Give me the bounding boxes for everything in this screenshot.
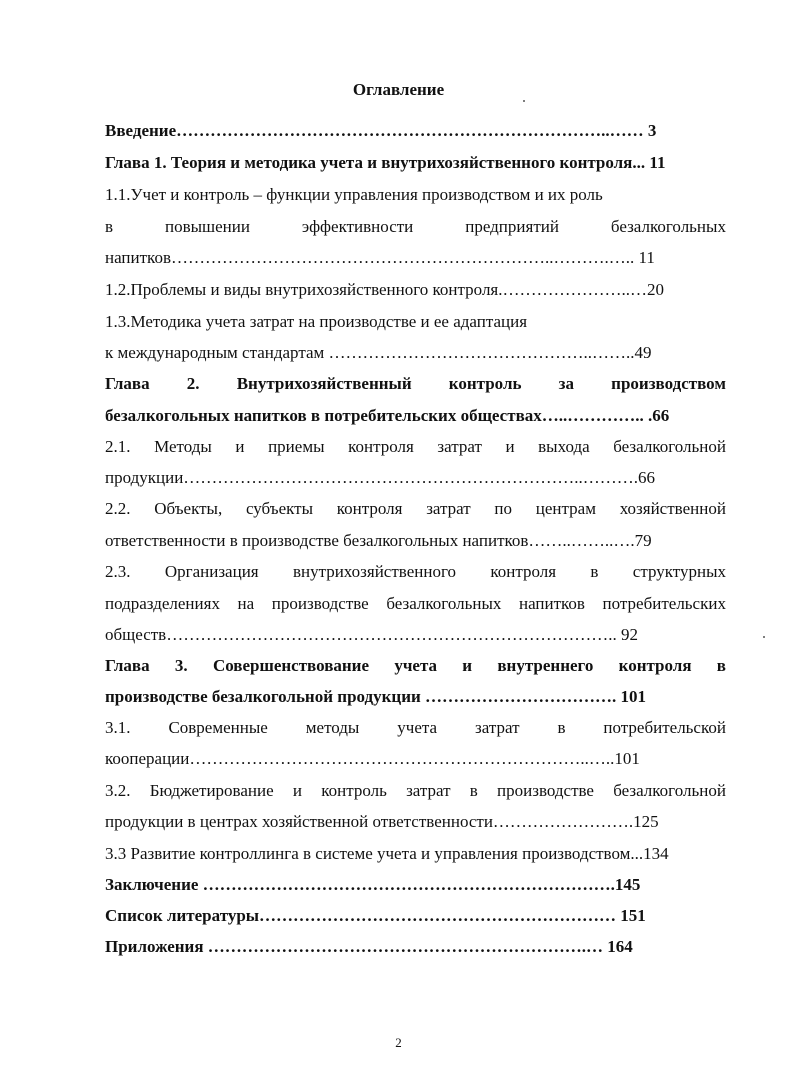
toc-entry-chapter-2-line-1 [105, 371, 726, 397]
toc-entry-2-2-line-1 [105, 496, 726, 522]
toc-entry-3-1-line-1 [105, 715, 726, 741]
toc-word: контроля [348, 437, 414, 456]
toc-word: в [105, 217, 114, 236]
toc-word: выхода [538, 437, 590, 456]
toc-word: 2.2. [105, 499, 131, 518]
toc-word: подразделениях [105, 594, 220, 613]
toc-entry-1-1-line-2 [105, 214, 726, 240]
toc-entry-3-2-line-1 [105, 778, 726, 804]
toc-word: Глава [105, 374, 150, 393]
toc-word: безалкогольной [613, 437, 726, 456]
toc-word: в [716, 656, 726, 675]
toc-entry-chapter-3-line-1 [105, 653, 726, 679]
toc-word: центрам [535, 499, 596, 518]
toc-word: и [235, 437, 245, 456]
toc-word: потребительских [602, 594, 726, 613]
toc-entry-3-1-line-2: кооперации……………………………………………………………..…..101 [105, 749, 640, 768]
toc-entry-chapter-1: Глава 1. Теория и методика учета и внутрихозяйственного контроля... 11 [105, 153, 666, 172]
toc-word: Совершенствование [212, 656, 370, 675]
toc-word: повышении [164, 217, 250, 236]
toc-word: и [292, 781, 302, 800]
toc-word: Современные [168, 718, 268, 737]
toc-word: структурных [632, 562, 726, 581]
toc-word: 2.1. [105, 437, 131, 456]
toc-word: безалкогольных [386, 594, 502, 613]
toc-entry-2-3-line-3: обществ…………………………………………………………………….. 92 [105, 625, 638, 644]
toc-word: внутрихозяйственного [292, 562, 456, 581]
toc-word: эффективности [301, 217, 414, 236]
toc-entry-2-3-line-2 [105, 591, 726, 617]
toc-entry-introduction: Введение…………………………………………………………………..…… 3 [105, 121, 657, 140]
toc-entry-3-3: 3.3 Развитие контроллинга в системе учета и управления производством...134 [105, 844, 669, 863]
toc-word: контроля [336, 499, 403, 518]
toc-word: методы [305, 718, 360, 737]
toc-word: Бюджетирование [149, 781, 274, 800]
toc-word: затрат [437, 437, 482, 456]
toc-entry-2-2-line-2: ответственности в производстве безалкогольных напитков……..……..….79 [105, 531, 652, 550]
toc-word: учета [397, 718, 438, 737]
toc-word: Организация [164, 562, 259, 581]
toc-entry-conclusion: Заключение ……………………………………………………………….145 [105, 875, 641, 894]
toc-title: Оглавление [352, 80, 445, 99]
toc-word: в [590, 562, 599, 581]
toc-word: Внутрихозяйственный [236, 374, 412, 393]
toc-word: безалкогольных [610, 217, 726, 236]
toc-word: контроль [448, 374, 522, 393]
toc-word: напитков [518, 594, 585, 613]
toc-entry-chapter-3-line-2: производстве безалкогольной продукции ……………………………. 101 [105, 687, 647, 706]
toc-word: производстве [497, 781, 594, 800]
toc-word: хозяйственной [619, 499, 726, 518]
toc-entry-appendices: Приложения ………………………………………………………….… 164 [105, 937, 633, 956]
toc-word: 3.2. [105, 781, 131, 800]
toc-word: контроля [618, 656, 692, 675]
scan-speck [763, 636, 765, 638]
toc-word: в [469, 781, 478, 800]
toc-entry-1-2: 1.2.Проблемы и виды внутрихозяйственного контроля.…………………..…20 [105, 280, 664, 299]
toc-word: Глава [105, 656, 150, 675]
toc-entry-2-1-line-2: продукции……………………………………………………………..……….66 [105, 468, 656, 487]
toc-entry-2-3-line-1 [105, 559, 726, 585]
toc-word: субъекты [245, 499, 313, 518]
toc-word: в [557, 718, 566, 737]
toc-word: и [462, 656, 473, 675]
toc-word: по [494, 499, 513, 518]
toc-word: затрат [475, 718, 520, 737]
toc-entry-bibliography: Список литературы……………………………………………………… 151 [105, 906, 646, 925]
toc-word: учета [394, 656, 438, 675]
toc-word: контроль [321, 781, 387, 800]
page-number: 2 [395, 1035, 402, 1050]
toc-word: 2. [186, 374, 200, 393]
toc-word: 3.1. [105, 718, 131, 737]
toc-entry-1-3-line-2: к международным стандартам ………………………………………..……..49 [105, 343, 652, 362]
toc-word: потребительской [603, 718, 726, 737]
toc-word: производстве [271, 594, 369, 613]
toc-entry-3-2-line-2: продукции в центрах хозяйственной ответственности…………………….125 [105, 812, 659, 831]
toc-word: 2.3. [105, 562, 131, 581]
toc-word: на [237, 594, 255, 613]
toc-word: приемы [268, 437, 325, 456]
toc-entry-1-3-line-1: 1.3.Методика учета затрат на производстве и ее адаптация [105, 312, 528, 331]
toc-entry-2-1-line-1 [105, 434, 726, 460]
toc-word: контроля [490, 562, 557, 581]
toc-word: внутреннего [497, 656, 594, 675]
toc-word: и [505, 437, 515, 456]
toc-word: предприятий [465, 217, 559, 236]
toc-word: за [558, 374, 574, 393]
toc-word: Методы [154, 437, 212, 456]
toc-entry-1-1-line-1: 1.1.Учет и контроль – функции управления производством и их роль [105, 185, 603, 204]
toc-word: производством [611, 374, 726, 393]
toc-word: затрат [426, 499, 471, 518]
toc-entry-chapter-2-line-2: безалкогольных напитков в потребительских обществах…..………….. .66 [105, 406, 670, 425]
toc-word: безалкогольной [613, 781, 726, 800]
toc-word: затрат [406, 781, 451, 800]
toc-word: Объекты, [154, 499, 223, 518]
scan-speck [523, 100, 525, 102]
toc-word: 3. [174, 656, 188, 675]
toc-entry-1-1-line-3: напитков…………………………………………………………..……….….. 11 [105, 248, 655, 267]
